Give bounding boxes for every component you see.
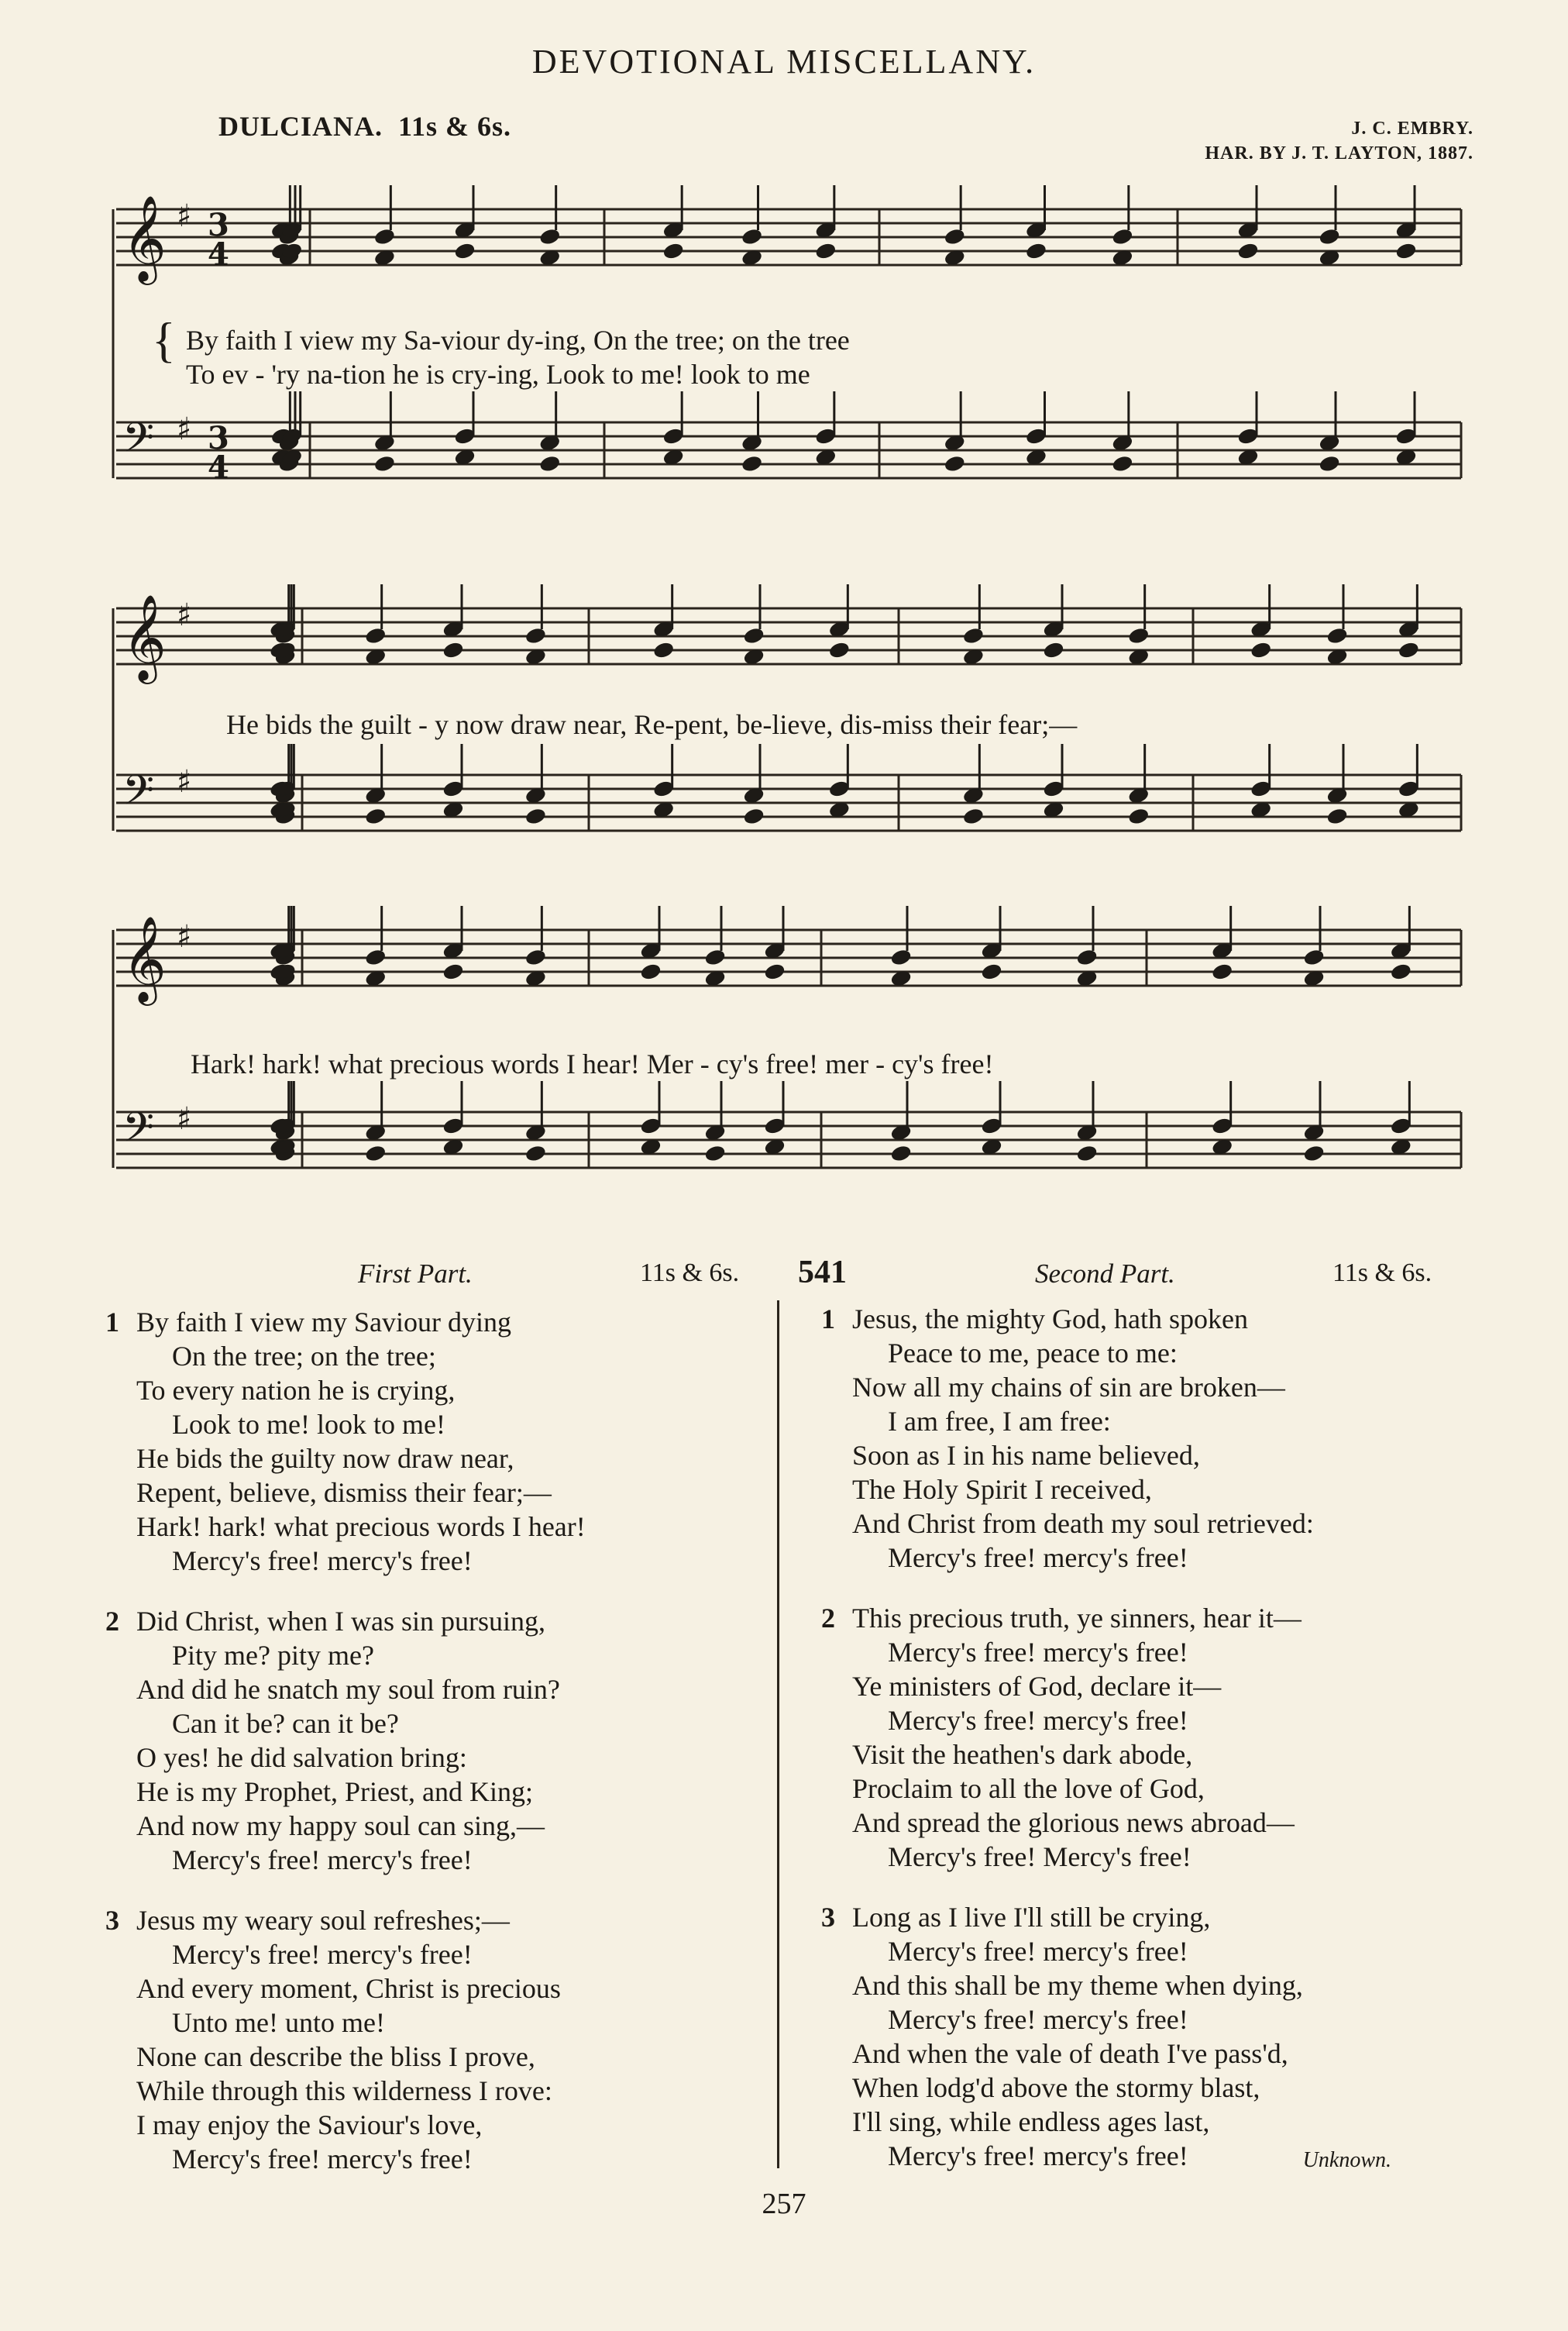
hymn-line: He is my Prophet, Priest, and King;	[136, 1776, 533, 1807]
note-head	[962, 807, 984, 825]
hymn-line: Mercy's free! mercy's free!	[888, 1637, 1188, 1668]
running-head: DEVOTIONAL MISCELLANY.	[531, 43, 1037, 81]
note-head	[365, 807, 387, 825]
hymn-line: The Holy Spirit I received,	[852, 1474, 1152, 1505]
note-head	[1398, 641, 1419, 659]
first-part-stanza-3	[105, 1903, 586, 2176]
note-head	[828, 641, 850, 659]
hymn-line: Did Christ, when I was sin pursuing,	[136, 1606, 545, 1637]
treble-clef-icon: 𝄞	[122, 195, 167, 281]
note-head	[524, 949, 546, 966]
hymn-line: And spread the glorious news abroad—	[852, 1807, 1295, 1838]
note-head	[704, 1145, 726, 1162]
note-head	[1112, 228, 1133, 246]
hymn-line: And did he snatch my soul from ruin?	[136, 1674, 560, 1705]
hymn-line: Unto me! unto me!	[172, 2007, 385, 2038]
hymn-line: Look to me! look to me!	[172, 1409, 445, 1440]
note-head	[454, 242, 476, 260]
verse-number: 1	[821, 1303, 835, 1334]
hymn-line: O yes! he did salvation bring:	[136, 1742, 467, 1773]
hymn-line: By faith I view my Saviour dying	[136, 1307, 511, 1338]
hymn-line: Mercy's free! mercy's free!	[888, 1542, 1188, 1573]
hymn-line: To every nation he is crying,	[136, 1375, 456, 1406]
hymn-line: Visit the heathen's dark abode,	[852, 1739, 1193, 1770]
hymn-line: Now all my chains of sin are broken—	[852, 1372, 1285, 1403]
tune-meter: 11s & 6s.	[398, 111, 512, 142]
hymn-line: Long as I live I'll still be crying,	[852, 1902, 1211, 1933]
hymn-line: And Christ from death my soul retrieved:	[852, 1508, 1314, 1539]
second-part-text	[821, 1302, 1314, 2199]
note-head	[662, 242, 684, 260]
note-head	[524, 807, 546, 825]
hymn-line: When lodg'd above the stormy blast,	[852, 2072, 1260, 2103]
key-signature-sharp-icon: ♯	[177, 764, 192, 800]
hymn-line: Hark! hark! what precious words I hear!	[136, 1511, 586, 1542]
verse-number: 2	[105, 1606, 119, 1637]
note-head	[524, 1145, 546, 1162]
hymn-line: Pity me? pity me?	[172, 1640, 374, 1671]
hymn-line: I'll sing, while endless ages last,	[852, 2106, 1210, 2137]
treble-clef-icon: 𝄞	[122, 915, 167, 1002]
note-head	[764, 962, 786, 980]
note-head	[365, 627, 387, 645]
treble-clef-icon: 𝄞	[122, 594, 167, 680]
hymn-line: Mercy's free! mercy's free!	[888, 1705, 1188, 1736]
first-part-stanza-1	[105, 1305, 586, 1578]
first-part-meter: 11s & 6s.	[640, 1258, 740, 1287]
note-head	[981, 962, 1002, 980]
hymn-line: While through this wilderness I rove:	[136, 2075, 552, 2106]
hymn-line: None can describe the bliss I prove,	[136, 2041, 535, 2072]
note-head	[890, 949, 912, 966]
hymn-line: Soon as I in his name believed,	[852, 1440, 1200, 1471]
tune-heading	[218, 110, 511, 143]
note-head	[1112, 455, 1133, 473]
hymn-line: Mercy's free! mercy's free!	[172, 2143, 473, 2174]
note-head	[373, 228, 395, 246]
note-head	[1395, 242, 1417, 260]
lyric-system2: He bids the guilt - y now draw near, Re-pent, be-lieve, dis-miss their fear;—	[226, 709, 1078, 740]
note-head	[524, 627, 546, 645]
tune-name: DULCIANA.	[218, 111, 383, 142]
note-head	[1128, 807, 1150, 825]
second-part-label: Second Part.	[1035, 1258, 1175, 1289]
bass-clef-icon: 𝄢	[122, 767, 155, 825]
first-part-stanza-2	[105, 1604, 586, 1877]
note-head	[365, 1145, 387, 1162]
hymn-line: Mercy's free! mercy's free!	[172, 1545, 473, 1576]
second-part-heading	[1035, 1258, 1175, 1289]
note-head	[539, 455, 561, 473]
second-part-stanza-2	[821, 1601, 1314, 1874]
verse-number: 2	[821, 1603, 835, 1634]
hymn-line: Mercy's free! mercy's free!	[172, 1844, 473, 1875]
harmonizer-credit: HAR. BY J. T. LAYTON, 1887.	[1205, 143, 1473, 164]
second-part-meter: 11s & 6s.	[1332, 1258, 1432, 1287]
note-head	[1212, 962, 1233, 980]
hymn-line: And now my happy soul can sing,—	[136, 1810, 545, 1841]
hymn-line: Can it be? can it be?	[172, 1708, 399, 1739]
lyric-brace: {	[152, 312, 176, 367]
hymn-author: Unknown.	[1302, 2148, 1391, 2172]
note-head	[1319, 455, 1340, 473]
hymn-line: He bids the guilty now draw near,	[136, 1443, 514, 1474]
hymn-line: Jesus my weary soul refreshes;—	[136, 1905, 510, 1936]
hymn-number: 541	[798, 1255, 847, 1290]
note-head	[373, 455, 395, 473]
note-head	[539, 228, 561, 246]
verse-number: 3	[105, 1905, 119, 1936]
note-head	[704, 949, 726, 966]
page-number: 257	[762, 2188, 806, 2220]
note-head	[365, 949, 387, 966]
note-head	[1326, 807, 1348, 825]
bass-clef-icon: 𝄢	[122, 1104, 155, 1162]
hymn-line: I am free, I am free:	[888, 1406, 1111, 1437]
note-head	[640, 962, 662, 980]
hymn-line: Mercy's free! mercy's free!	[888, 2004, 1188, 2035]
composer-credit: J. C. EMBRY.	[1351, 119, 1473, 139]
key-signature-sharp-icon: ♯	[177, 597, 192, 633]
time-signature-top: 3	[208, 420, 229, 456]
lyric-system1-line1: { By faith I view my Sa-viour dy-ing, On the tree; on the tree	[152, 312, 850, 367]
verse-number: 1	[105, 1307, 119, 1338]
note-head	[1326, 627, 1348, 645]
note-head	[1043, 641, 1064, 659]
time-signature-bottom: 4	[208, 449, 229, 486]
hymn-line: Mercy's free! mercy's free!	[172, 1939, 473, 1970]
key-signature-sharp-icon: ♯	[177, 1101, 192, 1137]
note-head	[442, 641, 464, 659]
hymn-line: Mercy's free! Mercy's free!	[888, 1841, 1191, 1872]
hymn-line: Mercy's free! mercy's free!	[888, 1936, 1188, 1967]
note-head	[442, 962, 464, 980]
note-head	[1319, 228, 1340, 246]
hymn-line: Repent, believe, dismiss their fear;—	[136, 1477, 552, 1508]
first-part-text	[105, 1305, 586, 2202]
key-signature-sharp-icon: ♯	[177, 411, 192, 447]
note-head	[1076, 949, 1098, 966]
bass-clef-icon: 𝄢	[122, 415, 155, 472]
time-signature-bottom: 4	[208, 236, 229, 273]
hymn-line: Ye ministers of God, declare it—	[852, 1671, 1222, 1702]
first-part-heading	[358, 1258, 473, 1289]
key-signature-sharp-icon: ♯	[177, 919, 192, 955]
note-head	[1128, 627, 1150, 645]
lyric-system3: Hark! hark! what precious words I hear! Mer - cy's free! mer - cy's free!	[191, 1048, 994, 1079]
hymn-line: And every moment, Christ is precious	[136, 1973, 561, 2004]
column-divider	[777, 1300, 779, 2168]
note-head	[944, 228, 965, 246]
hymn-line: Mercy's free! mercy's free!	[888, 2140, 1188, 2171]
verse-number: 3	[821, 1902, 835, 1933]
note-head	[1303, 949, 1325, 966]
hymn-line: Proclaim to all the love of God,	[852, 1773, 1205, 1804]
hymn-line: This precious truth, ye sinners, hear it—	[852, 1603, 1302, 1634]
key-signature-sharp-icon: ♯	[177, 198, 192, 234]
note-head	[1076, 1145, 1098, 1162]
note-head	[1237, 242, 1259, 260]
note-head	[962, 627, 984, 645]
note-head	[1303, 1145, 1325, 1162]
first-part-label: First Part.	[358, 1258, 473, 1289]
note-head	[1250, 641, 1272, 659]
time-signature-top: 3	[208, 207, 229, 243]
note-head	[743, 807, 765, 825]
note-head	[944, 455, 965, 473]
hymn-line: Jesus, the mighty God, hath spoken	[852, 1303, 1248, 1334]
note-head	[741, 455, 763, 473]
note-head	[741, 228, 763, 246]
hymn-line: And this shall be my theme when dying,	[852, 1970, 1303, 2001]
hymn-line: I may enjoy the Saviour's love,	[136, 2109, 483, 2140]
hymn-line: And when the vale of death I've pass'd,	[852, 2038, 1288, 2069]
note-head	[743, 627, 765, 645]
note-head	[890, 1145, 912, 1162]
hymn-line: On the tree; on the tree;	[172, 1341, 436, 1372]
lyric-system1-line2: To ev - 'ry na-tion he is cry-ing, Look to me! look to me	[186, 359, 810, 390]
note-head	[653, 641, 675, 659]
note-head	[1390, 962, 1412, 980]
note-head	[815, 242, 837, 260]
hymn-line: Peace to me, peace to me:	[888, 1338, 1178, 1369]
note-head	[1025, 242, 1047, 260]
second-part-stanza-1	[821, 1302, 1314, 1575]
second-part-stanza-3	[821, 1900, 1314, 2173]
